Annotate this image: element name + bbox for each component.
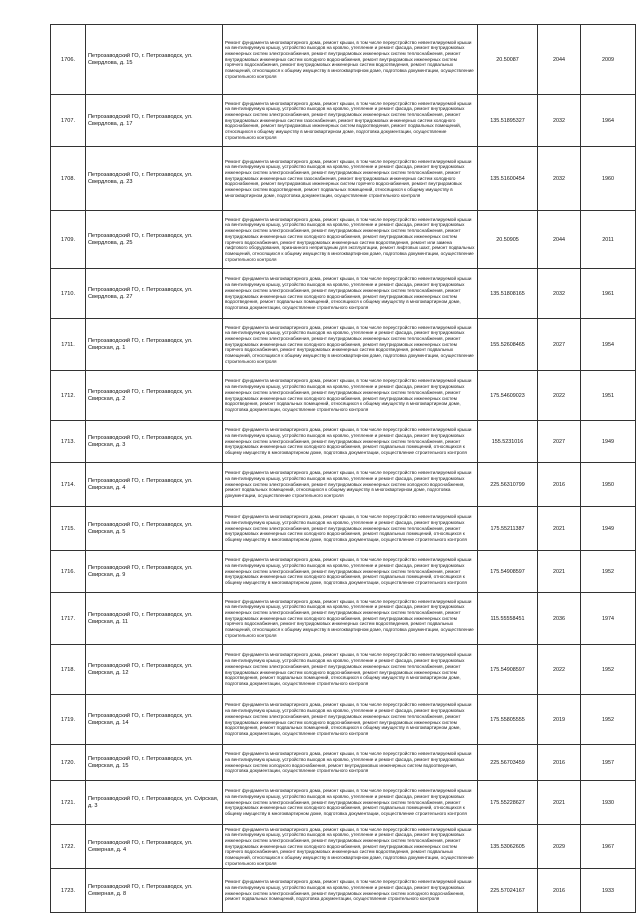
repair-year-cell: 2022 (538, 371, 581, 421)
cost-cell: 175.54908597 (478, 551, 538, 593)
description-cell: Ремонт фундамента многоквартирного дома, ремонт крыши, в том числе переустройство невентилируемой крыши на вентилируемую крышу, устройство выходов на кровлю, утепление и ремонт фасада, ремонт внутридомовых инженерных систем электроснабжения, ремонт внутридомовых инженерных систем теплоснабжения, ремонт внутридомовых инженерных систем холодного водоснабжения, ремонт внутридомовых инженерных систем водоотведения, ремонт подвальных помещений, относящихся к общему имуществу в многоквартирном доме, подготовка документации, осуществление строительного контроля (223, 645, 478, 695)
table-row (51, 421, 636, 463)
address-cell: Петрозаводский ГО, г. Петрозаводск, ул. Свирская, д. 2 (86, 371, 223, 421)
row-number: 1714. (51, 463, 86, 507)
description-cell: Ремонт фундамента многоквартирного дома, ремонт крыши, в том числе переустройство невентилируемой крыши на вентилируемую крышу, устройство выходов на кровлю, утепление и ремонт фасада, ремонт внутридомовых инженерных систем электроснабжения, ремонт внутридомовых инженерных систем теплоснабжения, ремонт внутридомовых инженерных систем холодного водоснабжения, ремонт подвальных помещений, относящихся к общему имуществу в многоквартирном доме, подготовка документации, осуществление строительного контроля (223, 781, 478, 825)
address-cell: Петрозаводский ГО, г. Петрозаводск, ул. Свирская, д. 1 (86, 319, 223, 371)
table-row (51, 869, 636, 913)
address-cell: Петрозаводский ГО, г. Петрозаводск, ул. Свирская, д. 15 (86, 745, 223, 781)
row-number: 1709. (51, 211, 86, 269)
repair-year-cell: 2021 (538, 781, 581, 825)
built-year-cell: 1952 (581, 695, 636, 745)
built-year-cell: 1952 (581, 551, 636, 593)
row-number: 1706. (51, 25, 86, 95)
table-row (51, 551, 636, 593)
built-year-cell: 1954 (581, 319, 636, 371)
address-cell: Петрозаводский ГО, г. Петрозаводск, ул. Свердлова, д. 23 (86, 147, 223, 211)
table-row (51, 507, 636, 551)
repair-year-cell: 2022 (538, 645, 581, 695)
description-cell: Ремонт фундамента многоквартирного дома, ремонт крыши, в том числе переустройство невентилируемой крыши на вентилируемую крышу, устройство выходов на кровлю, утепление и ремонт фасада, ремонт внутридомовых инженерных систем электроснабжения, ремонт внутридомовых инженерных систем теплоснабжения, ремонт внутридомовых инженерных систем холодного водоснабжения, ремонт подвальных помещений, относящихся к общему имуществу в многоквартирном доме, подготовка документации, осуществление строительного контроля (223, 507, 478, 551)
built-year-cell: 1974 (581, 593, 636, 645)
description-cell: Ремонт фундамента многоквартирного дома, ремонт крыши, в том числе переустройство невентилируемой крыши на вентилируемую крышу, устройство выходов на кровлю, утепление и ремонт фасада, ремонт внутридомовых инженерных систем электроснабжения, ремонт внутридомовых инженерных систем теплоснабжения, ремонт внутридомовых инженерных систем газоснабжения, ремонт внутридомовых инженерных систем холодного водоснабжения, ремонт внутридомовых инженерных систем горячего водоснабжения, ремонт внутридомовых инженерных систем водоотведения, ремонт подвальных помещений, относящихся к общему имуществу в многоквартирном доме, подготовка документации, осуществление строительного контроля (223, 147, 478, 211)
row-number: 1717. (51, 593, 86, 645)
table-row (51, 269, 636, 319)
repair-year-cell: 2021 (538, 507, 581, 551)
address-cell: Петрозаводский ГО, г. Петрозаводск, ул. Свирская, д. 12 (86, 645, 223, 695)
cost-cell: 135.51895327 (478, 95, 538, 147)
repair-year-cell: 2027 (538, 421, 581, 463)
row-number: 1713. (51, 421, 86, 463)
repair-year-cell: 2032 (538, 95, 581, 147)
cost-cell: 175.55805555 (478, 695, 538, 745)
address-cell: Петрозаводский ГО, г. Петрозаводск, ул. Северная, д. 8 (86, 869, 223, 913)
row-number: 1712. (51, 371, 86, 421)
cost-cell: 20.50905 (478, 211, 538, 269)
address-cell: Петрозаводский ГО, г. Петрозаводск, ул. Свирская, д. 4 (86, 463, 223, 507)
built-year-cell: 1952 (581, 645, 636, 695)
table-row (51, 645, 636, 695)
cost-cell: 115.55558451 (478, 593, 538, 645)
repair-year-cell: 2016 (538, 745, 581, 781)
built-year-cell: 1950 (581, 463, 636, 507)
cost-cell: 175.54609023 (478, 371, 538, 421)
row-number: 1716. (51, 551, 86, 593)
built-year-cell: 1933 (581, 869, 636, 913)
repair-year-cell: 2032 (538, 147, 581, 211)
built-year-cell: 1957 (581, 745, 636, 781)
description-cell: Ремонт фундамента многоквартирного дома, ремонт крыши, в том числе переустройство невентилируемой крыши на вентилируемую крышу, устройство выходов на кровлю, утепление и ремонт фасада, ремонт внутридомовых инженерных систем электроснабжения, ремонт внутридомовых инженерных систем теплоснабжения, ремонт внутридомовых инженерных систем газоснабжения, ремонт внутридомовых инженерных систем холодного водоснабжения, ремонт внутридомовых инженерных систем водоотведения, ремонт подвальных помещений, относящихся к общему имуществу в многоквартирном доме, подготовка документации, осуществление строительного контроля (223, 95, 478, 147)
address-cell: Петрозаводский ГО, г. Петрозаводск, ул. Свирская, д. 9 (86, 551, 223, 593)
description-cell: Ремонт фундамента многоквартирного дома, ремонт крыши, в том числе переустройство невентилируемой крыши на вентилируемую крышу, устройство выходов на кровлю, утепление и ремонт фасада, ремонт внутридомовых инженерных систем электроснабжения, ремонт внутридомовых инженерных систем теплоснабжения, ремонт внутридомовых инженерных систем холодного водоснабжения, ремонт внутридомовых инженерных систем горячего водоснабжения, ремонт внутридомовых инженерных систем водоотведения, ремонт подвальных помещений, относящихся к общему имуществу в многоквартирном доме, подготовка документации, осуществление строительного контроля (223, 25, 478, 95)
table-row (51, 25, 636, 95)
address-cell: Петрозаводский ГО, г. Петрозаводск, ул. Свирская, д. 11 (86, 593, 223, 645)
repair-year-cell: 2027 (538, 319, 581, 371)
address-cell: Петрозаводский ГО, г. Петрозаводск, ул. Свердлова, д. 15 (86, 25, 223, 95)
repair-year-cell: 2044 (538, 211, 581, 269)
description-cell: Ремонт фундамента многоквартирного дома, ремонт крыши, в том числе переустройство невентилируемой крыши на вентилируемую крышу, устройство выходов на кровлю, утепление и ремонт фасада, ремонт внутридомовых инженерных систем электроснабжения, ремонт внутридомовых инженерных систем теплоснабжения, ремонт внутридомовых инженерных систем холодного водоснабжения, ремонт внутридомовых инженерных систем горячего водоснабжения, ремонт внутридомовых инженерных систем водоотведения, ремонт подвальных помещений, относящихся к общему имуществу в многоквартирном доме, подготовка документации, осуществление строительного контроля (223, 825, 478, 869)
row-number: 1707. (51, 95, 86, 147)
table-row (51, 463, 636, 507)
built-year-cell: 2011 (581, 211, 636, 269)
cost-cell: 225.56703459 (478, 745, 538, 781)
description-cell: Ремонт фундамента многоквартирного дома, ремонт крыши, в том числе переустройство невентилируемой крыши на вентилируемую крышу, устройство выходов на кровлю, утепление и ремонт фасада, ремонт внутридомовых инженерных систем электроснабжения, ремонт внутридомовых инженерных систем теплоснабжения, ремонт внутридомовых инженерных систем холодного водоснабжения, ремонт внутридомовых инженерных систем водоотведения, ремонт подвальных помещений, относящихся к общему имуществу в многоквартирном доме, подготовка документации, осуществление строительного контроля (223, 371, 478, 421)
row-number: 1721. (51, 781, 86, 825)
table-row (51, 95, 636, 147)
cost-cell: 175.55211387 (478, 507, 538, 551)
cost-cell: 135.51808165 (478, 269, 538, 319)
repair-year-cell: 2016 (538, 869, 581, 913)
address-cell: Петрозаводский ГО, г. Петрозаводск, ул. Свирская, д. 3 (86, 421, 223, 463)
repair-year-cell: 2021 (538, 551, 581, 593)
cost-cell: 155.5231016 (478, 421, 538, 463)
repair-year-cell: 2032 (538, 269, 581, 319)
built-year-cell: 1964 (581, 95, 636, 147)
repair-year-cell: 2019 (538, 695, 581, 745)
address-cell: Петрозаводский ГО, г. Петрозаводск, ул. Свердлова, д. 27 (86, 269, 223, 319)
table-row (51, 593, 636, 645)
built-year-cell: 2009 (581, 25, 636, 95)
repair-year-cell: 2036 (538, 593, 581, 645)
repair-year-cell: 2016 (538, 463, 581, 507)
cost-cell: 225.56310799 (478, 463, 538, 507)
repair-program-table (50, 24, 636, 913)
row-number: 1710. (51, 269, 86, 319)
description-cell: Ремонт фундамента многоквартирного дома, ремонт крыши, в том числе переустройство невентилируемой крыши на вентилируемую крышу, устройство выходов на кровлю, утепление и ремонт фасада, ремонт внутридомовых инженерных систем электроснабжения, ремонт внутридомовых инженерных систем теплоснабжения, ремонт внутридомовых инженерных систем холодного водоснабжения, ремонт внутридомовых инженерных систем водоотведения, ремонт подвальных помещений, относящихся к общему имуществу в многоквартирном доме, подготовка документации, осуществление строительного контроля (223, 269, 478, 319)
table-row (51, 745, 636, 781)
row-number: 1708. (51, 147, 86, 211)
built-year-cell: 1949 (581, 421, 636, 463)
description-cell: Ремонт фундамента многоквартирного дома, ремонт крыши, в том числе переустройство невентилируемой крыши на вентилируемую крышу, устройство выходов на кровлю, утепление и ремонт фасада, ремонт внутридомовых инженерных систем электроснабжения, ремонт внутридомовых инженерных систем теплоснабжения, ремонт внутридомовых инженерных систем холодного водоснабжения, ремонт внутридомовых инженерных систем горячего водоснабжения, ремонт внутридомовых инженерных систем водоотведения, ремонт подвальных помещений, относящихся к общему имуществу в многоквартирном доме, подготовка документации, осуществление строительного контроля (223, 319, 478, 371)
built-year-cell: 1961 (581, 269, 636, 319)
cost-cell: 155.52608465 (478, 319, 538, 371)
built-year-cell: 1949 (581, 507, 636, 551)
table-row (51, 211, 636, 269)
row-number: 1723. (51, 869, 86, 913)
cost-cell: 135.53062605 (478, 825, 538, 869)
table-row (51, 781, 636, 825)
description-cell: Ремонт фундамента многоквартирного дома, ремонт крыши, в том числе переустройство невентилируемой крыши на вентилируемую крышу, устройство выходов на кровлю, утепление и ремонт фасада, ремонт внутридомовых инженерных систем электроснабжения, ремонт внутридомовых инженерных систем теплоснабжения, ремонт внутридомовых инженерных систем холодного водоснабжения, ремонт внутридомовых инженерных систем горячего водоснабжения, ремонт внутридомовых инженерных систем водоотведения, ремонт или замена лифтового оборудования, признанного непригодным для эксплуатации, ремонт лифтовых шахт, ремонт подвальных помещений, относящихся к общему имуществу в многоквартирном доме, подготовка документации, осуществление строительного контроля (223, 211, 478, 269)
repair-year-cell: 2044 (538, 25, 581, 95)
table-body (51, 25, 636, 913)
address-cell: Петрозаводский ГО, г. Петрозаводск, ул. Свердлова, д. 25 (86, 211, 223, 269)
row-number: 1715. (51, 507, 86, 551)
row-number: 1719. (51, 695, 86, 745)
table-row (51, 825, 636, 869)
cost-cell: 135.51600454 (478, 147, 538, 211)
cost-cell: 225.57024167 (478, 869, 538, 913)
description-cell: Ремонт фундамента многоквартирного дома, ремонт крыши, в том числе переустройство невентилируемой крыши на вентилируемую крышу, устройство выходов на кровлю, утепление и ремонт фасада, ремонт внутридомовых инженерных систем электроснабжения, ремонт внутридомовых инженерных систем теплоснабжения, ремонт внутридомовых инженерных систем холодного водоснабжения, ремонт внутридомовых инженерных систем горячего водоснабжения, ремонт внутридомовых инженерных систем водоотведения, ремонт подвальных помещений, относящихся к общему имуществу в многоквартирном доме, подготовка документации, осуществление строительного контроля (223, 593, 478, 645)
table-row (51, 371, 636, 421)
built-year-cell: 1960 (581, 147, 636, 211)
address-cell: Петрозаводский ГО, г. Петрозаводск, ул. Свирская, д. 5 (86, 507, 223, 551)
description-cell: Ремонт фундамента многоквартирного дома, ремонт крыши, в том числе переустройство невентилируемой крыши на вентилируемую крышу, устройство выходов на кровлю, утепление и ремонт фасада, ремонт внутридомовых инженерных систем электроснабжения, ремонт внутридомовых инженерных систем холодного водоснабжения, ремонт подвальных помещений, подготовка документации, осуществление строительного контроля (223, 869, 478, 913)
built-year-cell: 1967 (581, 825, 636, 869)
description-cell: Ремонт фундамента многоквартирного дома, ремонт крыши, в том числе переустройство невентилируемой крыши на вентилируемую крышу, устройство выходов на кровлю, утепление и ремонт фасада, ремонт внутридомовых инженерных систем электроснабжения, ремонт внутридомовых инженерных систем теплоснабжения, ремонт внутридомовых инженерных систем холодного водоснабжения, ремонт внутридомовых инженерных систем водоотведения, ремонт подвальных помещений, относящихся к общему имуществу в многоквартирном доме, подготовка документации, осуществление строительного контроля (223, 695, 478, 745)
cost-cell: 175.55228627 (478, 781, 538, 825)
description-cell: Ремонт фундамента многоквартирного дома, ремонт крыши, в том числе переустройство невентилируемой крыши на вентилируемую крышу, устройство выходов на кровлю, утепление и ремонт фасада, ремонт внутридомовых инженерных систем электроснабжения, ремонт внутридомовых инженерных систем холодного водоснабжения, ремонт подвальных помещений, относящихся к общему имуществу в многоквартирном доме, подготовка документации, осуществление строительного контроля (223, 463, 478, 507)
cost-cell: 175.54908597 (478, 645, 538, 695)
built-year-cell: 1930 (581, 781, 636, 825)
row-number: 1722. (51, 825, 86, 869)
row-number: 1720. (51, 745, 86, 781)
description-cell: Ремонт фундамента многоквартирного дома, ремонт крыши, в том числе переустройство невентилируемой крыши на вентилируемую крышу, устройство выходов на кровлю, утепление и ремонт фасада, ремонт внутридомовых инженерных систем электроснабжения, ремонт внутридомовых инженерных систем теплоснабжения, ремонт внутридомовых инженерных систем холодного водоснабжения, ремонт подвальных помещений, относящихся к общему имуществу в многоквартирном доме, подготовка документации, осуществление строительного контроля (223, 421, 478, 463)
repair-year-cell: 2029 (538, 825, 581, 869)
address-cell: Петрозаводский ГО, г. Петрозаводск, ул. Свирская, д. 14 (86, 695, 223, 745)
row-number: 1718. (51, 645, 86, 695)
table-row (51, 319, 636, 371)
built-year-cell: 1951 (581, 371, 636, 421)
address-cell: Петрозаводский ГО, г. Петрозаводск, ул. Сviрская, д. 3 (86, 781, 223, 825)
table-row (51, 147, 636, 211)
address-cell: Петрозаводский ГО, г. Петрозаводск, ул. Свердлова, д. 17 (86, 95, 223, 147)
address-cell: Петрозаводский ГО, г. Петрозаводск, ул. Северная, д. 4 (86, 825, 223, 869)
cost-cell: 20.50087 (478, 25, 538, 95)
row-number: 1711. (51, 319, 86, 371)
description-cell: Ремонт фундамента многоквартирного дома, ремонт крыши, в том числе переустройство невентилируемой крыши на вентилируемую крышу, устройство выходов на кровлю, утепление и ремонт фасада, ремонт внутридомовых инженерных систем холодного водоснабжения, ремонт внутридомовых инженерных систем водоотведения, подготовка документации, осуществление строительного контроля (223, 745, 478, 781)
description-cell: Ремонт фундамента многоквартирного дома, ремонт крыши, в том числе переустройство невентилируемой крыши на вентилируемую крышу, устройство выходов на кровлю, утепление и ремонт фасада, ремонт внутридомовых инженерных систем электроснабжения, ремонт внутридомовых инженерных систем теплоснабжения, ремонт внутридомовых инженерных систем холодного водоснабжения, ремонт подвальных помещений, относящихся к общему имуществу в многоквартирном доме, подготовка документации, осуществление строительного контроля (223, 551, 478, 593)
table-row (51, 695, 636, 745)
